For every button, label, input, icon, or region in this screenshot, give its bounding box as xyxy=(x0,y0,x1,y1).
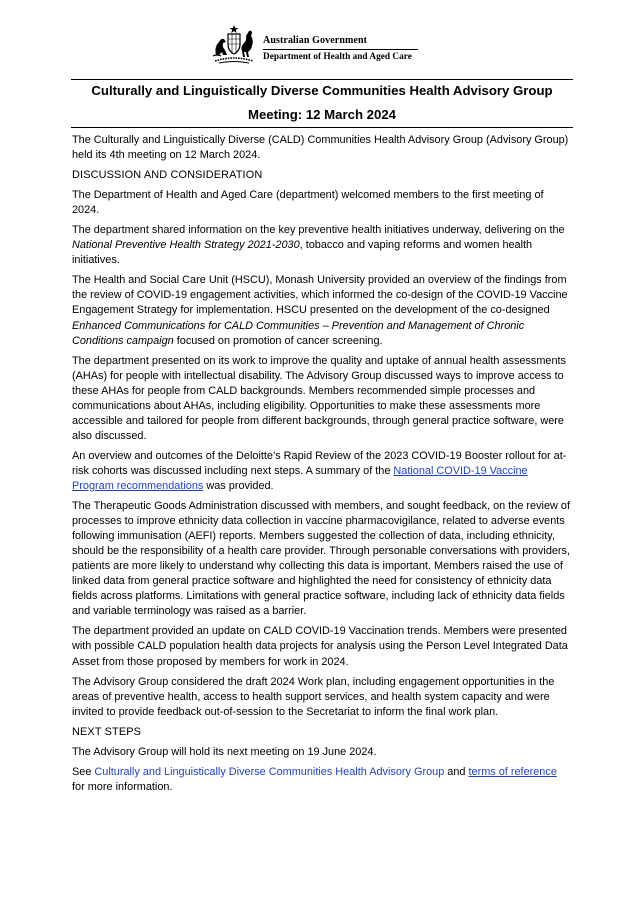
text-run: focused on promotion of cancer screening. xyxy=(173,334,383,347)
vaccination-trends-paragraph: The department provided an update on CALD COVID-19 Vaccination trends. Members were presented with possible CALD population health data projects for analysis using the Person Level Integrated Data Asset from those proposed by members for work in 2024. xyxy=(72,625,568,668)
text-run: for more information. xyxy=(72,780,173,793)
text-run: , tobacco and vaping reforms and women health initiatives. xyxy=(72,239,533,267)
title-bottom-rule xyxy=(71,127,573,128)
text-run: The department shared information on the key preventive health initiatives underway, delivering on the xyxy=(72,224,565,237)
intro-paragraph: The Culturally and Linguistically Diverse (CALD) Communities Health Advisory Group (Advisory Group) held its 4th meeting on 12 March 2024. xyxy=(72,134,569,162)
next-meeting-paragraph: The Advisory Group will hold its next meeting on 19 June 2024. xyxy=(72,745,377,758)
vaccine-program-recommendations-link[interactable]: National COVID-19 Vaccine Program recommendations xyxy=(72,464,528,492)
text-run: An overview and outcomes of the Deloitte’s Rapid Review of the 2023 COVID-19 Booster rollout for at-risk cohorts was discussed including next steps. A summary of the xyxy=(72,449,567,477)
campaign-title: Enhanced Communications for CALD Communities – Prevention and Management of Chronic Conditions campaign xyxy=(72,319,525,347)
text-run: The Health and Social Care Unit (HSCU), Monash University provided an overview of the findings from the review of COVID-19 engagement activities, which informed the co-design of the COVID-19 Vaccine Engagement Strategy for implementation. HSCU presented on the development of the co-designed xyxy=(72,274,568,317)
text-run: See xyxy=(72,765,95,778)
terms-of-reference-link[interactable]: terms of reference xyxy=(468,765,557,778)
title-top-rule xyxy=(71,79,573,80)
text-run: and xyxy=(444,765,469,778)
discussion-heading: DISCUSSION AND CONSIDERATION xyxy=(72,169,263,182)
hscu-paragraph xyxy=(72,273,572,348)
logo-government-name: Australian Government xyxy=(263,35,368,46)
strategy-title: National Preventive Health Strategy 2021-2030 xyxy=(72,239,300,252)
welcome-paragraph: The Department of Health and Aged Care (department) welcomed members to the first meeting of 2024. xyxy=(72,189,544,217)
tga-paragraph: The Therapeutic Goods Administration discussed with members, and sought feedback, on the review of processes to improve ethnicity data collection in vaccine pharmacovigilance, related to adverse events following immunisation (AEFI) reports. Members suggested the collection of data, including ethnicity, should be the responsibility of a health care provider. Through personable conversations with providers, patients are more likely to understand why collecting this data is important. Members raised the use of linked data from general practice software and highlighted the need for consistency of ethnicity data fields across platforms. Limitations with general practice software, including lack of ethnicity data fields and variable terminology was raised as a barrier. xyxy=(72,500,571,618)
logo-department-name: Department of Health and Aged Care xyxy=(263,52,412,62)
work-plan-paragraph: The Advisory Group considered the draft 2024 Work plan, including engagement opportunities in the areas of preventive health, access to health support services, and health system capacity and were invited to provide feedback out-of-session to the Secretariat to inform the final work plan. xyxy=(72,675,555,718)
coat-of-arms-icon xyxy=(209,25,259,65)
government-logo xyxy=(209,25,419,69)
preventive-health-paragraph xyxy=(72,223,572,268)
meeting-date-heading: Meeting: 12 March 2024 xyxy=(247,107,397,122)
document-title: Culturally and Linguistically Diverse Communities Health Advisory Group xyxy=(91,83,553,98)
logo-divider xyxy=(263,49,418,50)
document-body xyxy=(72,133,572,800)
advisory-group-link[interactable]: Culturally and Linguistically Diverse Communities Health Advisory Group xyxy=(94,765,445,778)
more-information-paragraph xyxy=(72,765,572,795)
text-run: was provided. xyxy=(203,479,274,492)
booster-review-paragraph xyxy=(72,449,572,494)
next-steps-heading: NEXT STEPS xyxy=(72,725,142,738)
health-assessments-paragraph: The department presented on its work to improve the quality and uptake of annual health assessments (AHAs) for people with intellectual disability. The Advisory Group discussed ways to improve access to these AHAs for people from CALD backgrounds. Members recommended simple processes and communications about AHAs, including eligibility. Opportunities to make these assessments more accessible and tailored for people from different backgrounds, through general practice software, were also discussed. xyxy=(72,354,566,442)
